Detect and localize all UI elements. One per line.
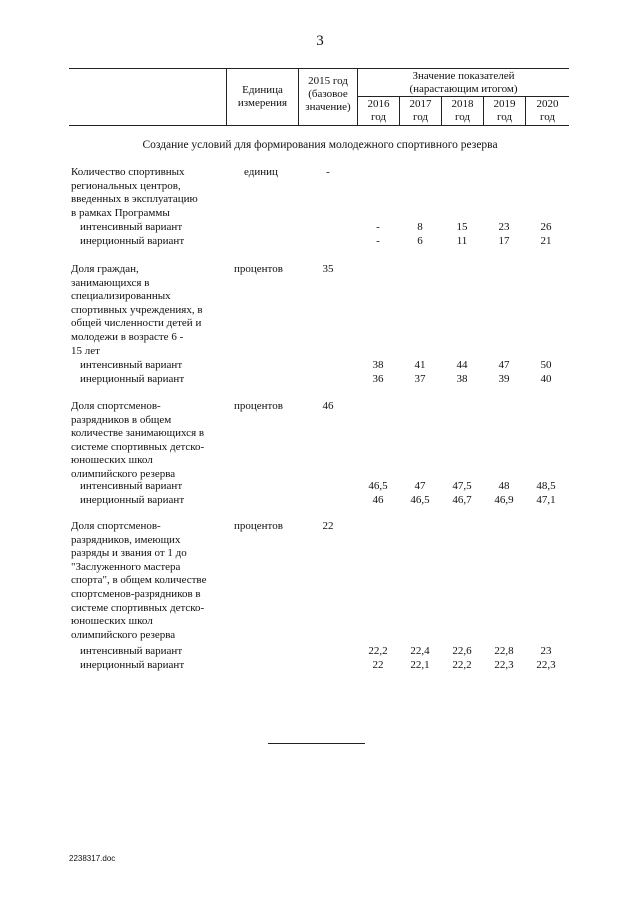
year-label: 2017 (409, 98, 432, 110)
year-word: год (496, 111, 513, 123)
value-cell: 21 (540, 235, 552, 247)
indicator-base: 35 (322, 263, 334, 275)
value-cell: 44 (456, 359, 468, 371)
value-cell: 22,2 (368, 645, 388, 657)
indicator-unit: единиц (244, 166, 278, 178)
year-word: год (370, 111, 387, 123)
unit-header (227, 84, 298, 110)
indicator-label (71, 263, 236, 358)
unit-header-line: измерения (237, 97, 288, 109)
indicator-label (71, 520, 236, 642)
year-label: 2018 (451, 98, 474, 110)
header-bottom-rule (69, 125, 569, 126)
value-cell: 6 (417, 235, 423, 247)
value-cell: 23 (498, 221, 510, 233)
intensive-label: интенсивный вариант (80, 359, 183, 371)
inertial-label: инерционный вариант (80, 659, 185, 671)
label-line: специализированных (71, 290, 171, 303)
value-cell: 17 (498, 235, 510, 247)
year-label: 2019 (493, 98, 516, 110)
page-number: 3 (316, 33, 324, 49)
value-cell: 47 (414, 480, 426, 492)
value-cell: 23 (540, 645, 552, 657)
year-word: год (539, 111, 556, 123)
indicator-base: - (326, 166, 330, 178)
year-header-2020 (526, 98, 569, 124)
label-line: занимающихся в (71, 276, 150, 289)
year-header-2019 (484, 98, 525, 124)
value-cell: 46 (372, 494, 384, 506)
value-cell: 22,2 (452, 659, 472, 671)
indicator-unit: процентов (234, 400, 283, 412)
label-line: количестве занимающихся в (71, 427, 205, 440)
intensive-label: интенсивный вариант (80, 645, 183, 657)
label-line: разрядников в общем (71, 413, 172, 426)
year-header-2017 (400, 98, 441, 124)
value-cell: 47,5 (452, 480, 472, 492)
section-title: Создание условий для формирования молодежного спортивного резерва (142, 139, 498, 151)
year-header-2018 (442, 98, 483, 124)
value-cell: - (376, 235, 380, 247)
footer-filename: 2238317.doc (69, 854, 116, 863)
value-cell: 48 (498, 480, 510, 492)
label-line: Доля спортсменов- (71, 520, 161, 532)
value-cell: 40 (540, 373, 552, 385)
base-header-line: значение) (305, 101, 351, 113)
indicator-label (71, 400, 236, 482)
value-cell: 38 (372, 359, 384, 371)
label-line: олимпийского резерва (71, 467, 176, 480)
label-line: региональных центров, (71, 179, 181, 192)
value-cell: 47,1 (536, 494, 556, 506)
label-line: разрядников, имеющих (71, 533, 181, 546)
value-cell: 38 (456, 373, 468, 385)
values-header (358, 70, 569, 96)
inertial-label: инерционный вариант (80, 373, 185, 385)
value-cell: 22,4 (410, 645, 430, 657)
label-line: "Заслуженного мастера (71, 560, 181, 573)
value-cell: 46,5 (368, 480, 388, 492)
value-cell: 47 (498, 359, 510, 371)
value-cell: 39 (498, 373, 510, 385)
indicator-unit: процентов (234, 263, 283, 275)
label-line: юношеских школ (71, 454, 153, 467)
value-cell: 22 (372, 659, 384, 671)
indicator-base: 22 (322, 520, 334, 532)
value-cell: 46,9 (494, 494, 514, 506)
value-cell: - (376, 221, 380, 233)
value-cell: 22,8 (494, 645, 514, 657)
year-word: год (412, 111, 429, 123)
base-header-line: (базовое (308, 88, 348, 100)
base-year-header (299, 75, 357, 114)
end-separator-line (268, 743, 365, 744)
value-cell: 46,5 (410, 494, 430, 506)
inertial-label: инерционный вариант (80, 494, 185, 506)
label-line: спорта", в общем количестве (71, 574, 207, 587)
value-cell: 41 (414, 359, 426, 371)
base-header-line: 2015 год (308, 75, 348, 87)
unit-header-line: Единица (242, 84, 283, 96)
label-line: молодежи в возрасте 6 - (71, 330, 184, 343)
header-top-rule (69, 68, 569, 69)
value-cell: 22,3 (494, 659, 514, 671)
value-cell: 48,5 (536, 480, 556, 492)
value-cell: 22,6 (452, 645, 472, 657)
values-header-line: Значение показателей (412, 70, 515, 82)
intensive-label: интенсивный вариант (80, 221, 183, 233)
label-line: олимпийского резерва (71, 628, 176, 641)
value-cell: 11 (456, 235, 468, 247)
year-word: год (454, 111, 471, 123)
label-line: введенных в эксплуатацию (71, 193, 198, 206)
value-cell: 46,7 (452, 494, 472, 506)
indicator-base: 46 (322, 400, 334, 412)
intensive-label: интенсивный вариант (80, 480, 183, 492)
label-line: спортсменов-разрядников в (71, 587, 201, 600)
value-cell: 50 (540, 359, 552, 371)
label-line: спортивных учреждениях, в (71, 303, 203, 316)
label-line: в рамках Программы (71, 206, 170, 219)
value-cell: 37 (414, 373, 426, 385)
label-line: 15 лет (71, 344, 100, 357)
year-label: 2016 (367, 98, 390, 110)
indicator-unit: процентов (234, 520, 283, 532)
label-line: Доля граждан, (71, 263, 139, 275)
label-line: Доля спортсменов- (71, 400, 161, 412)
value-cell: 26 (540, 221, 552, 233)
indicator-label (71, 166, 236, 220)
year-label: 2020 (536, 98, 559, 110)
label-line: системе спортивных детско- (71, 440, 205, 453)
value-cell: 8 (417, 221, 423, 233)
values-header-line: (нарастающим итогом) (409, 83, 518, 95)
value-cell: 15 (456, 221, 468, 233)
label-line: общей численности детей и (71, 317, 202, 330)
label-line: системе спортивных детско- (71, 601, 205, 614)
value-cell: 36 (372, 373, 384, 385)
value-cell: 22,1 (410, 659, 430, 671)
label-line: юношеских школ (71, 615, 153, 628)
value-cell: 22,3 (536, 659, 556, 671)
label-line: Количество спортивных (71, 166, 185, 178)
year-header-2016 (358, 98, 399, 124)
label-line: разряды и звания от 1 до (71, 547, 187, 560)
inertial-label: инерционный вариант (80, 235, 185, 247)
header-years-rule (357, 96, 569, 97)
